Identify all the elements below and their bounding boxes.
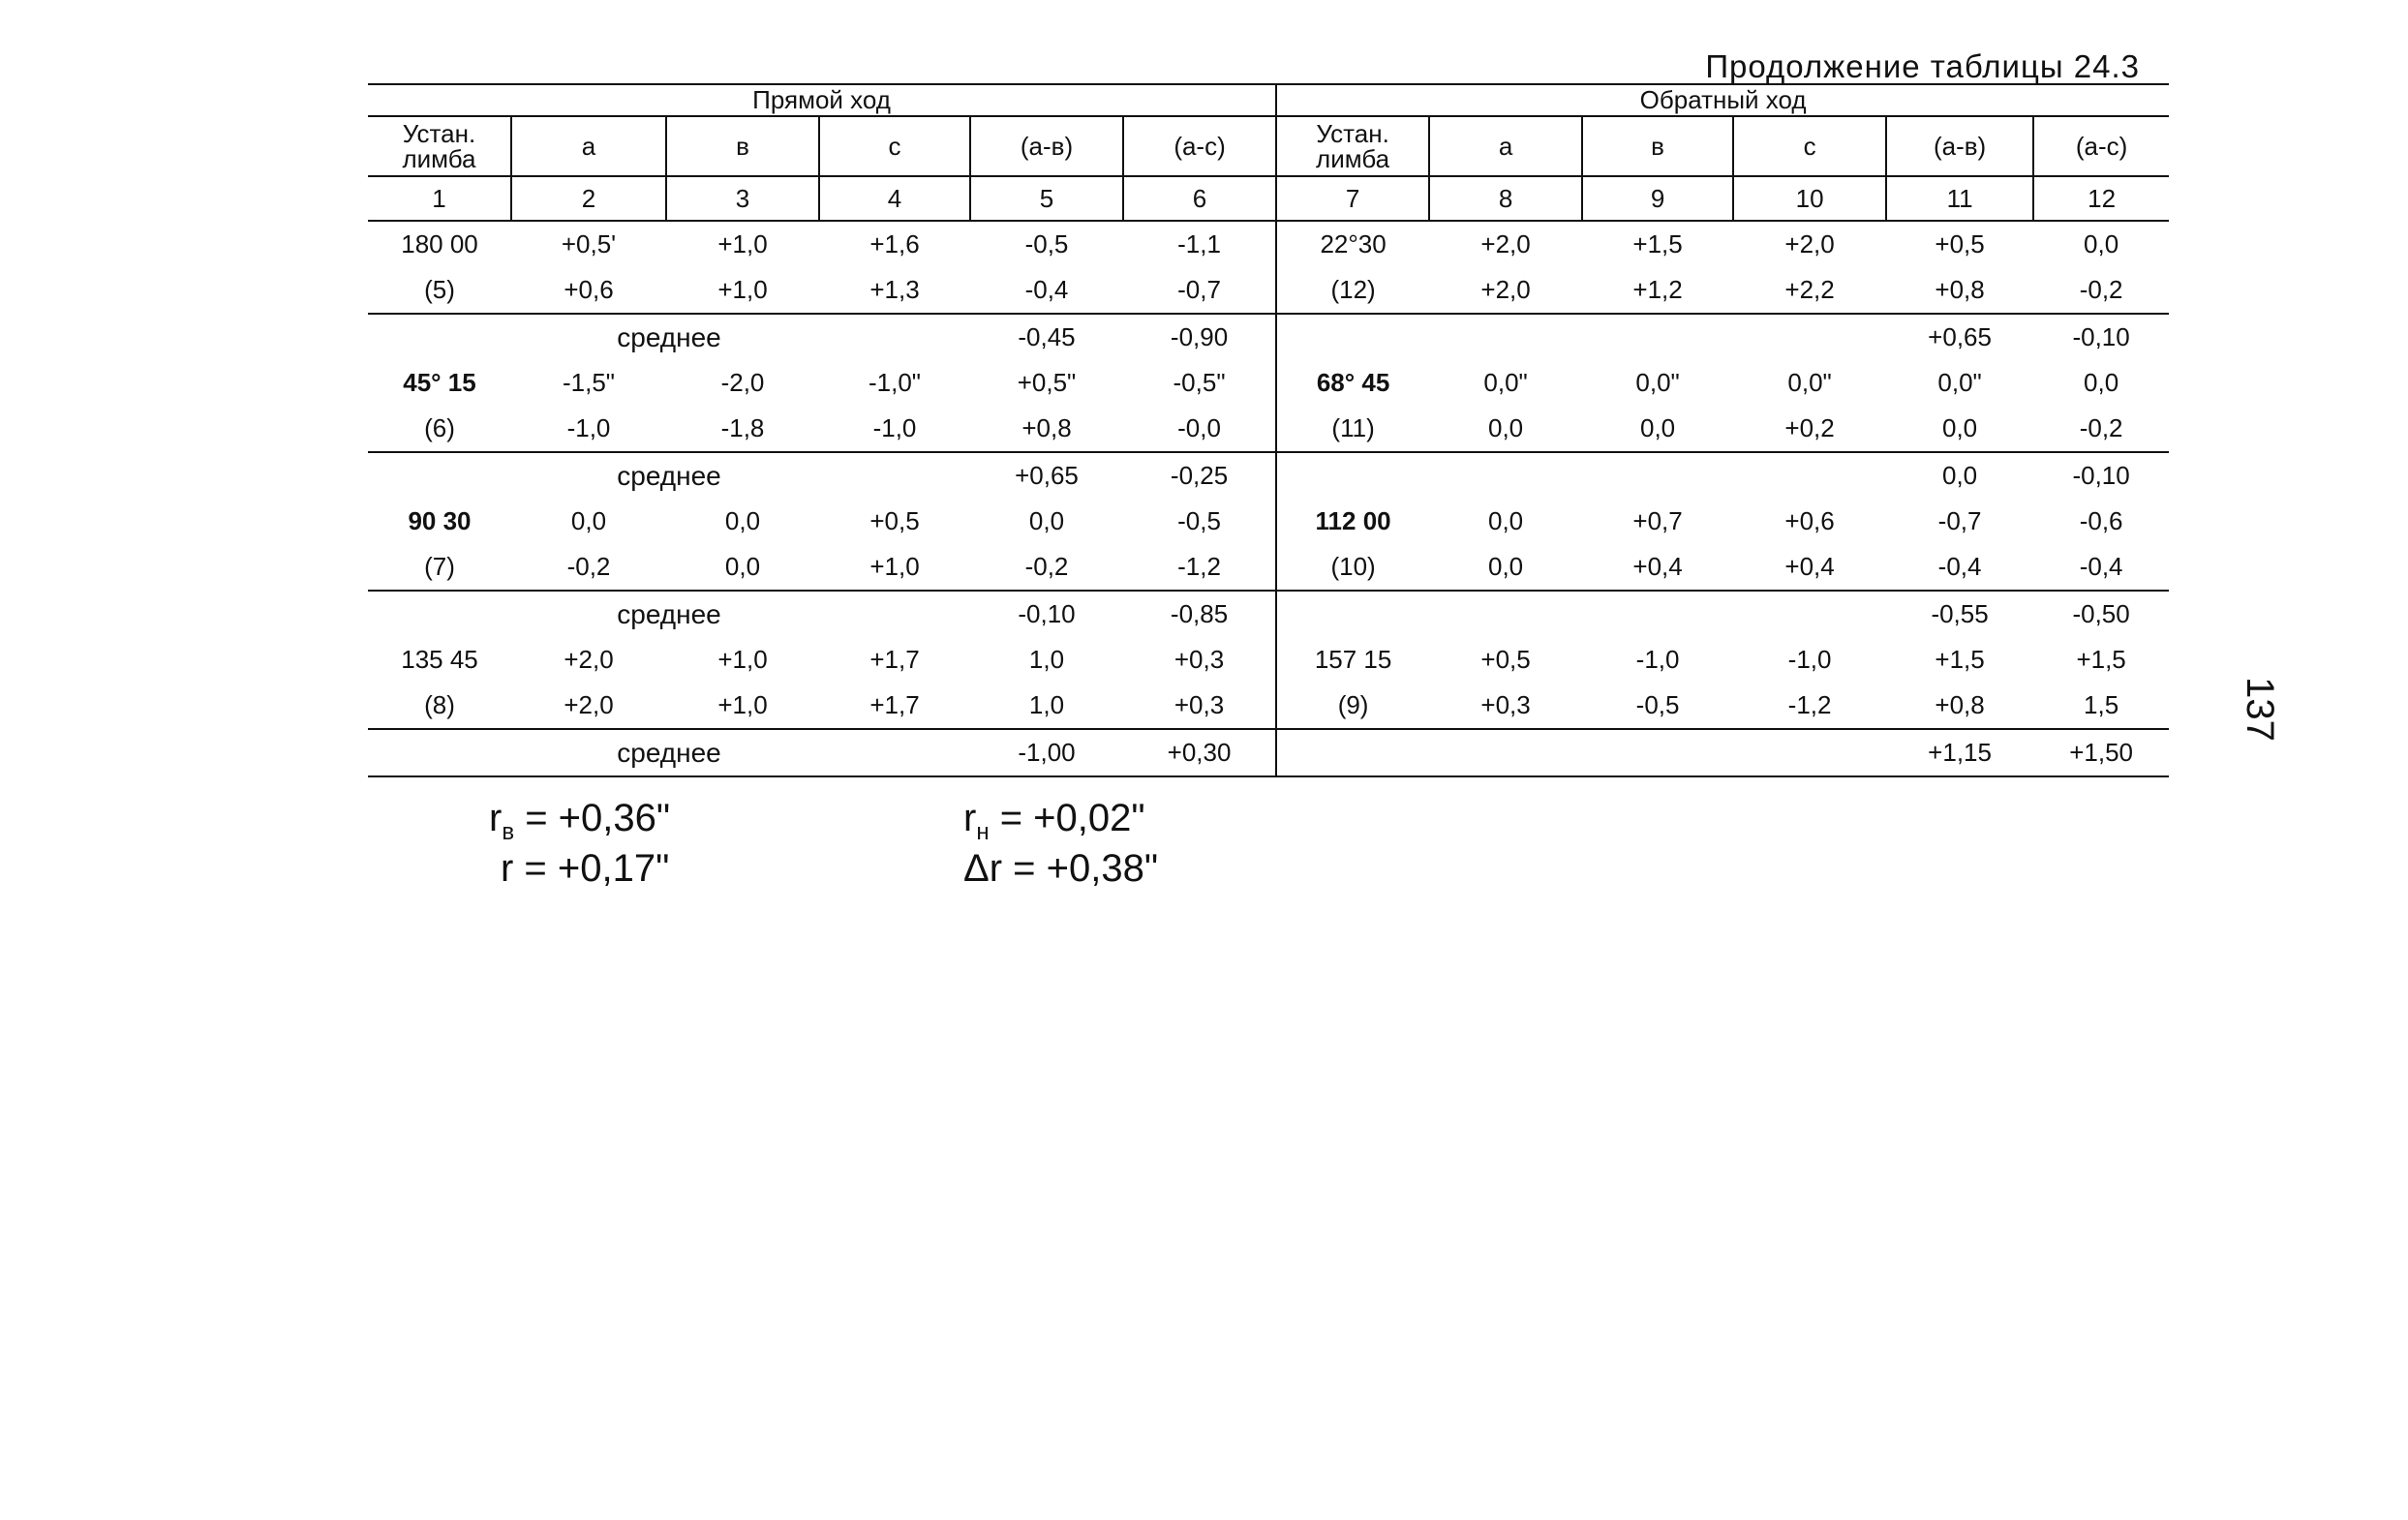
table-cell: +1,7 — [819, 683, 970, 729]
col-num: 6 — [1123, 176, 1276, 221]
table-cell: 90 30 — [408, 506, 472, 535]
column-number-row — [368, 176, 2169, 221]
table-cell: +0,5' — [561, 229, 617, 258]
table-cell: (7) — [368, 544, 511, 591]
table-cell: 112 00 — [1276, 499, 1429, 544]
table-row — [368, 452, 2169, 499]
table-cell: 0,0 — [1429, 544, 1582, 591]
col-num: 1 — [368, 176, 511, 221]
measurement-table — [368, 83, 2169, 777]
table-cell: -1,0 — [511, 406, 666, 452]
table-cell: +0,8 — [1886, 267, 2033, 314]
table-cell: 0,0 — [1582, 406, 1733, 452]
table-cell: 0,0 — [666, 544, 819, 591]
table-row — [368, 591, 2169, 637]
col-num: 4 — [819, 176, 970, 221]
header-v-backward: в — [1582, 116, 1733, 176]
table-cell: -0,0 — [1123, 406, 1276, 452]
header-a-v-forward: (а-в) — [970, 116, 1123, 176]
table-row — [368, 729, 2169, 776]
table-cell: 180 00 — [401, 229, 478, 258]
table-cell: -0,50 — [2072, 599, 2130, 628]
table-cell — [1429, 729, 1582, 776]
table-cell — [1582, 591, 1733, 637]
table-cell: 1,5 — [2033, 683, 2169, 729]
col-num: 12 — [2033, 176, 2169, 221]
table-cell: -0,5 — [1582, 683, 1733, 729]
header-ustan-backward: Устан. лимба — [1276, 116, 1429, 176]
table-cell: +0,3 — [1123, 683, 1276, 729]
table-cell — [1276, 452, 1429, 499]
table-cell: -1,2 — [1733, 683, 1886, 729]
table-cell: -0,2 — [511, 544, 666, 591]
table-cell: +1,5 — [1632, 229, 1683, 258]
table-cell — [1276, 729, 1429, 776]
table-cell: +1,15 — [1886, 729, 2033, 776]
table-cell: -1,0" — [868, 368, 922, 397]
table-cell: +0,5 — [869, 506, 920, 535]
table-cell: +1,6 — [869, 229, 920, 258]
table-cell: -1,0 — [819, 406, 970, 452]
table-cell: 0,0 — [1942, 461, 1978, 490]
table-cell: -0,10 — [2072, 322, 2130, 351]
formula-r-v: $r_в = +0,36$" — [489, 797, 671, 845]
table-cell: +1,50 — [2033, 729, 2169, 776]
table-cell: 0,0" — [1635, 368, 1680, 397]
table-cell: -0,10 — [1018, 599, 1076, 628]
table-body — [368, 221, 2169, 776]
col-num: 7 — [1276, 176, 1429, 221]
section-forward: Прямой ход — [368, 84, 1276, 116]
table-row — [368, 544, 2169, 591]
table-cell — [1733, 452, 1886, 499]
table-cell: 0,0 — [1028, 506, 1065, 535]
table-cell: -1,2 — [1123, 544, 1276, 591]
table-cell: +1,0 — [666, 267, 819, 314]
table-cell: +0,7 — [1632, 506, 1683, 535]
table-cell: (8) — [368, 683, 511, 729]
table-cell: +1,5 — [2076, 645, 2126, 674]
table-row — [368, 683, 2169, 729]
header-a-forward: а — [511, 116, 666, 176]
table-cell: +0,8 — [1886, 683, 2033, 729]
formula-r-n: $r_н = +0,02$" — [963, 797, 1145, 845]
table-cell: 1,0 — [970, 683, 1123, 729]
table-cell — [1733, 314, 1886, 360]
table-caption: Продолжение таблицы 24.3 — [1705, 48, 2140, 84]
header-a-s-forward: (а-с) — [1123, 116, 1276, 176]
table-cell: -0,90 — [1170, 322, 1229, 351]
table-cell: +1,7 — [869, 645, 920, 674]
table-cell — [1733, 729, 1886, 776]
table-cell — [1733, 591, 1886, 637]
table-cell: (11) — [1276, 406, 1429, 452]
table-cell: +1,0 — [666, 683, 819, 729]
table-cell: -1,1 — [1177, 229, 1221, 258]
table-cell: (10) — [1276, 544, 1429, 591]
formula-r: r = +0,17" — [501, 847, 670, 890]
table-cell: -0,85 — [1170, 599, 1229, 628]
table-cell: +2,0 — [1784, 229, 1835, 258]
table-cell: 0,0 — [1488, 506, 1524, 535]
table-cell: -0,7 — [1937, 506, 1982, 535]
table-cell: 0,0 — [2084, 229, 2119, 258]
table-cell: (9) — [1276, 683, 1429, 729]
table-cell: 0,0 — [1429, 406, 1582, 452]
table-cell: -0,55 — [1931, 599, 1989, 628]
header-s-forward: с — [819, 116, 970, 176]
table-cell: +0,6 — [511, 267, 666, 314]
table-cell — [1582, 452, 1733, 499]
table-cell: +0,4 — [1582, 544, 1733, 591]
table-cell: 68° 45 — [1276, 360, 1429, 406]
table-cell: -0,2 — [2033, 267, 2169, 314]
table-cell: -2,0 — [720, 368, 765, 397]
table-cell: +0,3 — [1174, 645, 1225, 674]
table-cell: +0,5" — [1017, 368, 1077, 397]
table-cell: +1,5 — [1935, 645, 1985, 674]
table-cell: (5) — [368, 267, 511, 314]
table-cell: 0,0 — [2084, 368, 2119, 397]
table-cell — [1582, 729, 1733, 776]
table-cell: +2,0 — [1480, 229, 1531, 258]
table-row — [368, 406, 2169, 452]
table-cell: -1,00 — [970, 729, 1123, 776]
table-row — [368, 314, 2169, 360]
col-num: 2 — [511, 176, 666, 221]
table-row — [368, 221, 2169, 267]
table-cell: +0,2 — [1733, 406, 1886, 452]
table-cell — [1276, 314, 1429, 360]
table-row — [368, 360, 2169, 406]
page-number: 137 — [2238, 677, 2281, 742]
table-cell: +0,30 — [1123, 729, 1276, 776]
mean-label: среднее — [368, 729, 970, 776]
column-header-row — [368, 116, 2169, 176]
table-row — [368, 637, 2169, 683]
header-a-s-backward: (а-с) — [2033, 116, 2169, 176]
table-cell: +2,0 — [511, 683, 666, 729]
table-cell: -0,7 — [1123, 267, 1276, 314]
table-cell — [1429, 591, 1582, 637]
mean-label: среднее — [617, 321, 721, 352]
table-cell: +0,3 — [1429, 683, 1582, 729]
col-num: 8 — [1429, 176, 1582, 221]
table-cell: -0,6 — [2079, 506, 2123, 535]
table-cell: -0,25 — [1170, 461, 1229, 490]
table-cell — [1429, 452, 1582, 499]
col-num: 10 — [1733, 176, 1886, 221]
table-cell: -0,45 — [1018, 322, 1076, 351]
mean-label: среднее — [617, 598, 721, 629]
table-cell: +1,2 — [1582, 267, 1733, 314]
table-cell: +0,65 — [1928, 322, 1992, 351]
table-cell: +2,0 — [1429, 267, 1582, 314]
table-cell: 22°30 — [1276, 221, 1429, 267]
measurement-table-container — [368, 83, 2169, 777]
col-num: 11 — [1886, 176, 2033, 221]
table-cell: +2,2 — [1733, 267, 1886, 314]
table-row — [368, 499, 2169, 544]
table-cell: +1,0 — [717, 229, 768, 258]
header-s-backward: с — [1733, 116, 1886, 176]
table-cell: -0,5 — [1024, 229, 1069, 258]
table-cell: +0,6 — [1784, 506, 1835, 535]
table-cell: 0,0" — [1937, 368, 1982, 397]
table-cell: -0,4 — [1886, 544, 2033, 591]
header-a-v-backward: (а-в) — [1886, 116, 2033, 176]
table-cell: -0,4 — [2033, 544, 2169, 591]
table-cell — [1276, 591, 1429, 637]
table-cell: -0,10 — [2072, 461, 2130, 490]
table-cell — [1429, 314, 1582, 360]
section-backward: Обратный ход — [1276, 84, 2169, 116]
table-cell — [1582, 314, 1733, 360]
table-cell: -1,8 — [666, 406, 819, 452]
section-header-row — [368, 84, 2169, 116]
table-cell: 157 15 — [1276, 637, 1429, 683]
table-cell: -1,5" — [562, 368, 616, 397]
table-cell: 0,0" — [1483, 368, 1528, 397]
table-cell: -1,0 — [1787, 645, 1832, 674]
table-cell: +2,0 — [564, 645, 614, 674]
table-cell: 0,0 — [570, 506, 607, 535]
table-cell: +0,4 — [1733, 544, 1886, 591]
table-cell: -0,5 — [1177, 506, 1221, 535]
table-cell: 0,0 — [1886, 406, 2033, 452]
header-a-backward: а — [1429, 116, 1582, 176]
header-ustan-forward: Устан. лимба — [368, 116, 511, 176]
formula-delta-r: Δr = +0,38" — [963, 847, 1159, 890]
table-row — [368, 267, 2169, 314]
mean-label: среднее — [617, 460, 721, 491]
table-cell: +0,65 — [1015, 461, 1079, 490]
table-cell: -0,2 — [970, 544, 1123, 591]
header-v-forward: в — [666, 116, 819, 176]
table-cell: +1,0 — [819, 544, 970, 591]
col-num: 3 — [666, 176, 819, 221]
table-cell: 0,0" — [1787, 368, 1832, 397]
table-cell: 0,0 — [724, 506, 761, 535]
table-cell: (6) — [368, 406, 511, 452]
table-cell: (12) — [1276, 267, 1429, 314]
table-cell: -0,2 — [2033, 406, 2169, 452]
table-cell: -1,0 — [1635, 645, 1680, 674]
table-cell: -0,4 — [970, 267, 1123, 314]
table-cell: +0,5 — [1480, 645, 1531, 674]
col-num: 9 — [1582, 176, 1733, 221]
table-cell: 1,0 — [1028, 645, 1065, 674]
table-cell: +0,8 — [970, 406, 1123, 452]
table-cell: 135 45 — [401, 645, 478, 674]
table-cell: +1,3 — [819, 267, 970, 314]
table-cell: +0,5 — [1935, 229, 1985, 258]
table-cell: +1,0 — [717, 645, 768, 674]
col-num: 5 — [970, 176, 1123, 221]
table-cell: -0,5" — [1173, 368, 1226, 397]
table-cell: 45° 15 — [403, 368, 476, 397]
